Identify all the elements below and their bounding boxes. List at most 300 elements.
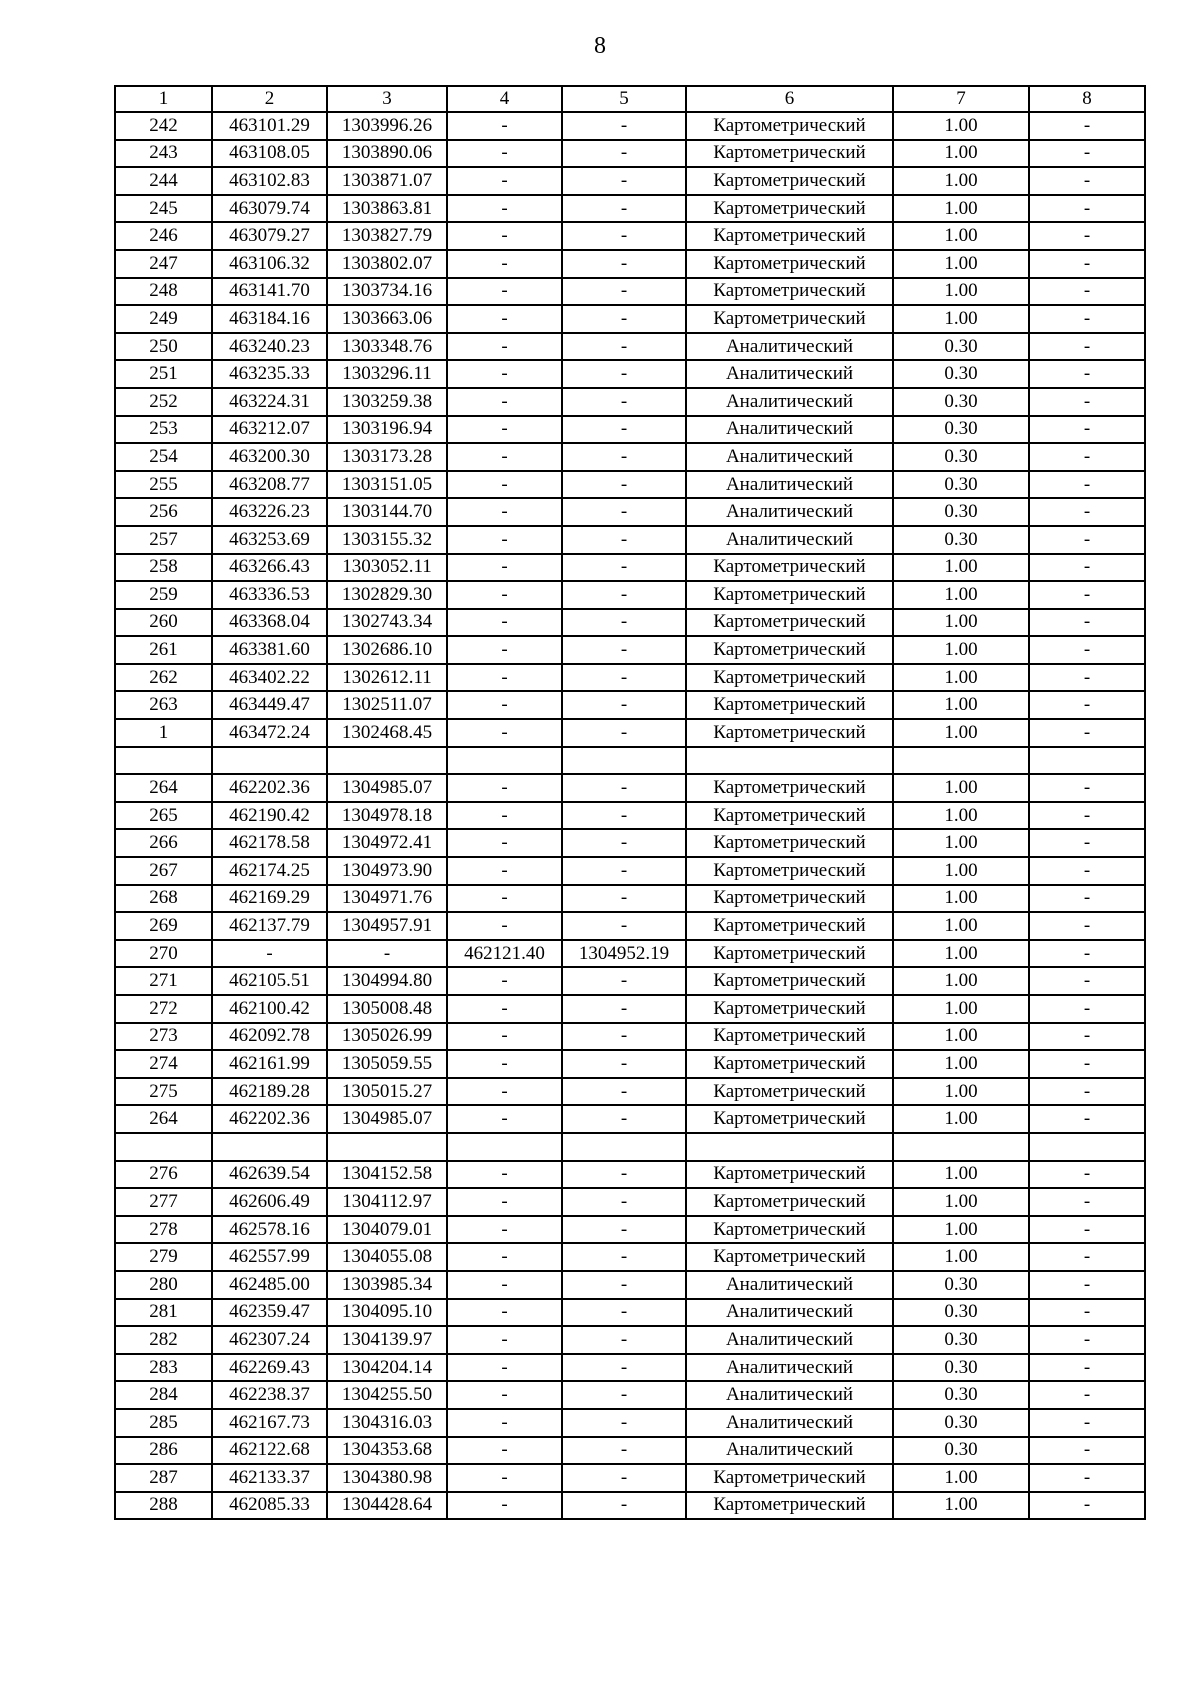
method-cell: Картометрический	[686, 1492, 893, 1520]
x-coordinate-cell: 462189.28	[212, 1078, 327, 1106]
method-cell: Картометрический	[686, 719, 893, 747]
y-coordinate-cell: 1304994.80	[327, 967, 447, 995]
point-number-cell: 1	[115, 719, 212, 747]
table-row	[115, 636, 1145, 664]
y-coordinate-cell: 1302511.07	[327, 691, 447, 719]
note-cell: -	[1029, 1381, 1145, 1409]
y-coordinate-cell	[327, 747, 447, 775]
x-alt-coordinate-cell: -	[447, 995, 562, 1023]
note-cell: -	[1029, 554, 1145, 582]
table-row	[115, 940, 1145, 968]
note-cell: -	[1029, 112, 1145, 140]
x-alt-coordinate-cell: -	[447, 471, 562, 499]
x-coordinate-cell: 462202.36	[212, 774, 327, 802]
note-cell: -	[1029, 1326, 1145, 1354]
y-alt-coordinate-cell: -	[562, 526, 686, 554]
point-number-cell: 253	[115, 416, 212, 444]
x-alt-coordinate-cell: -	[447, 691, 562, 719]
x-coordinate-cell: 463226.23	[212, 498, 327, 526]
note-cell: -	[1029, 691, 1145, 719]
x-alt-coordinate-cell: -	[447, 554, 562, 582]
note-cell: -	[1029, 1437, 1145, 1465]
method-cell: Картометрический	[686, 305, 893, 333]
table-row	[115, 857, 1145, 885]
accuracy-cell: 0.30	[893, 1409, 1029, 1437]
x-alt-coordinate-cell: -	[447, 1409, 562, 1437]
note-cell: -	[1029, 416, 1145, 444]
accuracy-cell: 1.00	[893, 967, 1029, 995]
note-cell: -	[1029, 471, 1145, 499]
y-alt-coordinate-cell: -	[562, 1354, 686, 1382]
x-coordinate-cell: 463224.31	[212, 388, 327, 416]
note-cell: -	[1029, 195, 1145, 223]
accuracy-cell: 0.30	[893, 1271, 1029, 1299]
accuracy-cell: 1.00	[893, 1050, 1029, 1078]
point-number-cell	[115, 1133, 212, 1161]
point-number-cell: 260	[115, 609, 212, 637]
y-coordinate-cell: 1303802.07	[327, 250, 447, 278]
method-cell: Аналитический	[686, 1299, 893, 1327]
point-number-cell: 244	[115, 167, 212, 195]
x-alt-coordinate-cell: -	[447, 1326, 562, 1354]
x-coordinate-cell: 463208.77	[212, 471, 327, 499]
accuracy-cell: 1.00	[893, 222, 1029, 250]
x-coordinate-cell: 462190.42	[212, 802, 327, 830]
note-cell: -	[1029, 609, 1145, 637]
x-alt-coordinate-cell: -	[447, 195, 562, 223]
y-coordinate-cell: 1303996.26	[327, 112, 447, 140]
y-alt-coordinate-cell: -	[562, 885, 686, 913]
x-alt-coordinate-cell: -	[447, 1354, 562, 1382]
note-cell: -	[1029, 140, 1145, 168]
note-cell: -	[1029, 250, 1145, 278]
accuracy-cell: 1.00	[893, 774, 1029, 802]
note-cell: -	[1029, 636, 1145, 664]
x-alt-coordinate-cell: -	[447, 609, 562, 637]
table-row	[115, 554, 1145, 582]
y-coordinate-cell: 1304095.10	[327, 1299, 447, 1327]
x-coordinate-cell: 462105.51	[212, 967, 327, 995]
page-number: 8	[594, 33, 606, 59]
x-coordinate-cell: 462122.68	[212, 1437, 327, 1465]
y-alt-coordinate-cell: -	[562, 581, 686, 609]
accuracy-cell: 1.00	[893, 1188, 1029, 1216]
y-alt-coordinate-cell: -	[562, 167, 686, 195]
y-alt-coordinate-cell: -	[562, 195, 686, 223]
method-cell: Картометрический	[686, 1050, 893, 1078]
x-alt-coordinate-cell: -	[447, 416, 562, 444]
table-row	[115, 664, 1145, 692]
point-number-cell: 270	[115, 940, 212, 968]
x-alt-coordinate-cell: -	[447, 250, 562, 278]
method-cell: Картометрический	[686, 609, 893, 637]
column-header: 8	[1029, 86, 1145, 112]
x-coordinate-cell: 462100.42	[212, 995, 327, 1023]
table-row	[115, 1326, 1145, 1354]
y-alt-coordinate-cell: -	[562, 1216, 686, 1244]
x-coordinate-cell: 462161.99	[212, 1050, 327, 1078]
method-cell: Картометрический	[686, 278, 893, 306]
method-cell: Картометрический	[686, 967, 893, 995]
y-alt-coordinate-cell: -	[562, 360, 686, 388]
point-number-cell: 261	[115, 636, 212, 664]
x-alt-coordinate-cell: -	[447, 774, 562, 802]
point-number-cell: 282	[115, 1326, 212, 1354]
x-alt-coordinate-cell: -	[447, 1105, 562, 1133]
y-alt-coordinate-cell: -	[562, 691, 686, 719]
table-row	[115, 1161, 1145, 1189]
method-cell	[686, 1133, 893, 1161]
y-coordinate-cell: -	[327, 940, 447, 968]
y-coordinate-cell: 1303863.81	[327, 195, 447, 223]
y-coordinate-cell: 1304985.07	[327, 774, 447, 802]
note-cell: -	[1029, 167, 1145, 195]
table-body	[115, 112, 1145, 1519]
table-row	[115, 1437, 1145, 1465]
point-number-cell: 252	[115, 388, 212, 416]
y-coordinate-cell: 1304972.41	[327, 829, 447, 857]
table-row	[115, 1188, 1145, 1216]
y-coordinate-cell: 1305059.55	[327, 1050, 447, 1078]
accuracy-cell: 0.30	[893, 1354, 1029, 1382]
point-number-cell: 263	[115, 691, 212, 719]
accuracy-cell: 1.00	[893, 1464, 1029, 1492]
x-alt-coordinate-cell: -	[447, 829, 562, 857]
x-coordinate-cell: 463079.27	[212, 222, 327, 250]
y-coordinate-cell: 1304316.03	[327, 1409, 447, 1437]
method-cell: Аналитический	[686, 1271, 893, 1299]
x-coordinate-cell: 462169.29	[212, 885, 327, 913]
y-coordinate-cell: 1304985.07	[327, 1105, 447, 1133]
y-coordinate-cell: 1304973.90	[327, 857, 447, 885]
y-alt-coordinate-cell: -	[562, 1299, 686, 1327]
point-number-cell: 255	[115, 471, 212, 499]
method-cell: Аналитический	[686, 443, 893, 471]
y-coordinate-cell: 1304055.08	[327, 1243, 447, 1271]
accuracy-cell	[893, 747, 1029, 775]
x-alt-coordinate-cell: -	[447, 222, 562, 250]
x-coordinate-cell: 463266.43	[212, 554, 327, 582]
table-row	[115, 278, 1145, 306]
note-cell: -	[1029, 360, 1145, 388]
point-number-cell: 284	[115, 1381, 212, 1409]
point-number-cell: 288	[115, 1492, 212, 1520]
method-cell: Картометрический	[686, 636, 893, 664]
y-alt-coordinate-cell: -	[562, 1188, 686, 1216]
point-number-cell: 266	[115, 829, 212, 857]
table-row	[115, 1409, 1145, 1437]
x-alt-coordinate-cell: -	[447, 1271, 562, 1299]
point-number-cell: 257	[115, 526, 212, 554]
x-alt-coordinate-cell: -	[447, 912, 562, 940]
x-alt-coordinate-cell: -	[447, 719, 562, 747]
point-number-cell: 280	[115, 1271, 212, 1299]
table-row	[115, 140, 1145, 168]
table-row	[115, 1271, 1145, 1299]
note-cell: -	[1029, 305, 1145, 333]
point-number-cell: 275	[115, 1078, 212, 1106]
y-coordinate-cell: 1304978.18	[327, 802, 447, 830]
accuracy-cell: 0.30	[893, 471, 1029, 499]
method-cell: Аналитический	[686, 1409, 893, 1437]
y-alt-coordinate-cell: -	[562, 912, 686, 940]
accuracy-cell: 0.30	[893, 1299, 1029, 1327]
method-cell: Аналитический	[686, 1326, 893, 1354]
x-coordinate-cell: 463472.24	[212, 719, 327, 747]
table-row	[115, 1354, 1145, 1382]
x-coordinate-cell: 463235.33	[212, 360, 327, 388]
point-number-cell	[115, 747, 212, 775]
table-row	[115, 471, 1145, 499]
method-cell: Картометрический	[686, 140, 893, 168]
table-row	[115, 609, 1145, 637]
accuracy-cell: 0.30	[893, 498, 1029, 526]
y-alt-coordinate-cell: -	[562, 1023, 686, 1051]
x-alt-coordinate-cell: -	[447, 278, 562, 306]
column-header: 5	[562, 86, 686, 112]
y-alt-coordinate-cell: -	[562, 140, 686, 168]
column-header: 4	[447, 86, 562, 112]
x-alt-coordinate-cell: -	[447, 802, 562, 830]
y-alt-coordinate-cell: -	[562, 222, 686, 250]
x-alt-coordinate-cell: -	[447, 1381, 562, 1409]
x-alt-coordinate-cell: -	[447, 1492, 562, 1520]
note-cell: -	[1029, 1050, 1145, 1078]
accuracy-cell: 1.00	[893, 581, 1029, 609]
note-cell: -	[1029, 498, 1145, 526]
table-row	[115, 802, 1145, 830]
accuracy-cell: 1.00	[893, 995, 1029, 1023]
accuracy-cell: 0.30	[893, 333, 1029, 361]
note-cell: -	[1029, 802, 1145, 830]
accuracy-cell: 1.00	[893, 140, 1029, 168]
y-alt-coordinate-cell: -	[562, 1492, 686, 1520]
method-cell: Картометрический	[686, 1464, 893, 1492]
x-alt-coordinate-cell: -	[447, 1078, 562, 1106]
accuracy-cell: 1.00	[893, 912, 1029, 940]
note-cell: -	[1029, 719, 1145, 747]
x-alt-coordinate-cell: -	[447, 967, 562, 995]
table-row	[115, 388, 1145, 416]
x-coordinate-cell: 462238.37	[212, 1381, 327, 1409]
y-alt-coordinate-cell: -	[562, 250, 686, 278]
accuracy-cell: 1.00	[893, 1161, 1029, 1189]
method-cell: Картометрический	[686, 1023, 893, 1051]
table-row	[115, 1078, 1145, 1106]
method-cell: Аналитический	[686, 526, 893, 554]
accuracy-cell: 1.00	[893, 305, 1029, 333]
table-row	[115, 195, 1145, 223]
y-coordinate-cell: 1303151.05	[327, 471, 447, 499]
accuracy-cell: 1.00	[893, 1023, 1029, 1051]
y-coordinate-cell: 1305015.27	[327, 1078, 447, 1106]
y-coordinate-cell: 1302468.45	[327, 719, 447, 747]
note-cell: -	[1029, 857, 1145, 885]
y-coordinate-cell: 1303890.06	[327, 140, 447, 168]
accuracy-cell: 1.00	[893, 802, 1029, 830]
method-cell: Картометрический	[686, 554, 893, 582]
note-cell: -	[1029, 1492, 1145, 1520]
method-cell: Картометрический	[686, 1243, 893, 1271]
x-alt-coordinate-cell: -	[447, 1050, 562, 1078]
accuracy-cell: 1.00	[893, 1243, 1029, 1271]
y-coordinate-cell: 1302743.34	[327, 609, 447, 637]
table-row	[115, 1464, 1145, 1492]
y-coordinate-cell: 1304428.64	[327, 1492, 447, 1520]
note-cell: -	[1029, 581, 1145, 609]
method-cell: Картометрический	[686, 1105, 893, 1133]
y-coordinate-cell: 1302612.11	[327, 664, 447, 692]
note-cell: -	[1029, 1216, 1145, 1244]
y-alt-coordinate-cell: -	[562, 1464, 686, 1492]
point-number-cell: 248	[115, 278, 212, 306]
x-alt-coordinate-cell: -	[447, 857, 562, 885]
table-row	[115, 360, 1145, 388]
y-coordinate-cell: 1303871.07	[327, 167, 447, 195]
table-row	[115, 1105, 1145, 1133]
y-alt-coordinate-cell: -	[562, 857, 686, 885]
x-alt-coordinate-cell: -	[447, 664, 562, 692]
point-number-cell: 265	[115, 802, 212, 830]
x-alt-coordinate-cell: -	[447, 140, 562, 168]
point-number-cell: 251	[115, 360, 212, 388]
separator-row	[115, 747, 1145, 775]
method-cell: Картометрический	[686, 222, 893, 250]
note-cell: -	[1029, 774, 1145, 802]
y-coordinate-cell: 1303985.34	[327, 1271, 447, 1299]
x-alt-coordinate-cell: 462121.40	[447, 940, 562, 968]
accuracy-cell: 1.00	[893, 112, 1029, 140]
note-cell: -	[1029, 1105, 1145, 1133]
method-cell: Картометрический	[686, 995, 893, 1023]
y-coordinate-cell: 1303052.11	[327, 554, 447, 582]
y-alt-coordinate-cell: -	[562, 1381, 686, 1409]
column-number-header-row	[115, 86, 1145, 112]
x-coordinate-cell: 463106.32	[212, 250, 327, 278]
point-number-cell: 264	[115, 1105, 212, 1133]
y-alt-coordinate-cell: -	[562, 829, 686, 857]
accuracy-cell: 1.00	[893, 250, 1029, 278]
x-coordinate-cell: 463368.04	[212, 609, 327, 637]
accuracy-cell: 1.00	[893, 829, 1029, 857]
y-alt-coordinate-cell: -	[562, 967, 686, 995]
accuracy-cell: 1.00	[893, 1216, 1029, 1244]
point-number-cell: 272	[115, 995, 212, 1023]
note-cell: -	[1029, 664, 1145, 692]
y-alt-coordinate-cell: -	[562, 1271, 686, 1299]
y-coordinate-cell: 1302686.10	[327, 636, 447, 664]
point-number-cell: 245	[115, 195, 212, 223]
x-coordinate-cell: 463079.74	[212, 195, 327, 223]
y-alt-coordinate-cell: 1304952.19	[562, 940, 686, 968]
x-alt-coordinate-cell: -	[447, 305, 562, 333]
table-row	[115, 416, 1145, 444]
note-cell: -	[1029, 1023, 1145, 1051]
x-coordinate-cell: 462307.24	[212, 1326, 327, 1354]
y-alt-coordinate-cell: -	[562, 388, 686, 416]
note-cell: -	[1029, 222, 1145, 250]
y-alt-coordinate-cell: -	[562, 416, 686, 444]
point-number-cell: 256	[115, 498, 212, 526]
y-coordinate-cell: 1303827.79	[327, 222, 447, 250]
x-alt-coordinate-cell: -	[447, 1243, 562, 1271]
x-alt-coordinate-cell: -	[447, 1023, 562, 1051]
method-cell: Аналитический	[686, 333, 893, 361]
x-coordinate-cell: 463240.23	[212, 333, 327, 361]
note-cell: -	[1029, 1243, 1145, 1271]
note-cell: -	[1029, 1078, 1145, 1106]
x-alt-coordinate-cell: -	[447, 885, 562, 913]
method-cell: Картометрический	[686, 1078, 893, 1106]
x-alt-coordinate-cell	[447, 1133, 562, 1161]
method-cell: Картометрический	[686, 112, 893, 140]
point-number-cell: 273	[115, 1023, 212, 1051]
y-alt-coordinate-cell	[562, 747, 686, 775]
y-alt-coordinate-cell: -	[562, 1437, 686, 1465]
y-alt-coordinate-cell: -	[562, 995, 686, 1023]
y-coordinate-cell: 1302829.30	[327, 581, 447, 609]
x-coordinate-cell: 462133.37	[212, 1464, 327, 1492]
y-coordinate-cell: 1303348.76	[327, 333, 447, 361]
accuracy-cell	[893, 1133, 1029, 1161]
table-row	[115, 1381, 1145, 1409]
note-cell: -	[1029, 443, 1145, 471]
y-coordinate-cell: 1304112.97	[327, 1188, 447, 1216]
note-cell: -	[1029, 829, 1145, 857]
point-number-cell: 286	[115, 1437, 212, 1465]
y-coordinate-cell: 1305008.48	[327, 995, 447, 1023]
x-coordinate-cell: 463200.30	[212, 443, 327, 471]
y-coordinate-cell: 1303296.11	[327, 360, 447, 388]
accuracy-cell: 1.00	[893, 1105, 1029, 1133]
x-alt-coordinate-cell: -	[447, 636, 562, 664]
table-row	[115, 912, 1145, 940]
x-coordinate-cell: 463108.05	[212, 140, 327, 168]
table-row	[115, 774, 1145, 802]
y-alt-coordinate-cell: -	[562, 112, 686, 140]
point-number-cell: 267	[115, 857, 212, 885]
table-row	[115, 1299, 1145, 1327]
table-row	[115, 167, 1145, 195]
x-coordinate-cell: 463253.69	[212, 526, 327, 554]
table-row	[115, 1243, 1145, 1271]
y-alt-coordinate-cell: -	[562, 471, 686, 499]
y-alt-coordinate-cell: -	[562, 636, 686, 664]
x-coordinate-cell: 463449.47	[212, 691, 327, 719]
y-alt-coordinate-cell: -	[562, 1409, 686, 1437]
y-coordinate-cell: 1304380.98	[327, 1464, 447, 1492]
point-number-cell: 269	[115, 912, 212, 940]
note-cell: -	[1029, 278, 1145, 306]
y-alt-coordinate-cell: -	[562, 1050, 686, 1078]
x-alt-coordinate-cell: -	[447, 1216, 562, 1244]
note-cell: -	[1029, 940, 1145, 968]
y-alt-coordinate-cell: -	[562, 1243, 686, 1271]
accuracy-cell: 1.00	[893, 719, 1029, 747]
accuracy-cell: 1.00	[893, 691, 1029, 719]
note-cell: -	[1029, 1464, 1145, 1492]
x-alt-coordinate-cell: -	[447, 498, 562, 526]
x-alt-coordinate-cell: -	[447, 581, 562, 609]
x-coordinate-cell: 463381.60	[212, 636, 327, 664]
x-coordinate-cell: 462174.25	[212, 857, 327, 885]
accuracy-cell: 0.30	[893, 1437, 1029, 1465]
point-number-cell: 274	[115, 1050, 212, 1078]
accuracy-cell: 1.00	[893, 664, 1029, 692]
method-cell: Картометрический	[686, 250, 893, 278]
column-header: 1	[115, 86, 212, 112]
point-number-cell: 283	[115, 1354, 212, 1382]
